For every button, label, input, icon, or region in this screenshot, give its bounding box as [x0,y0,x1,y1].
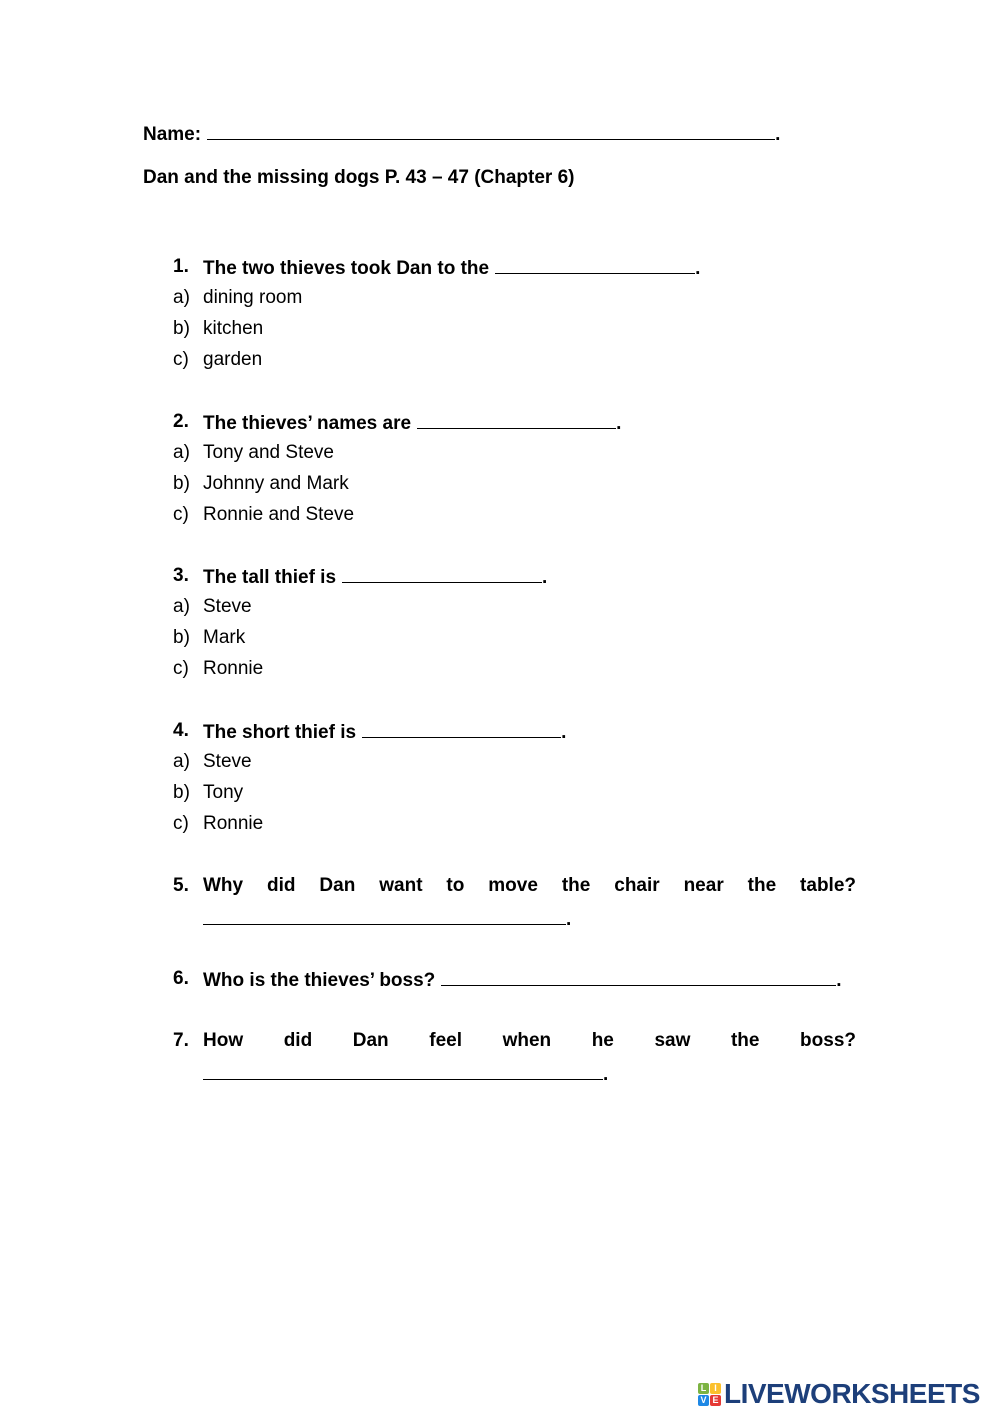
answer-blank[interactable] [342,564,542,583]
answer-option[interactable] [0,317,1000,341]
option-letter: b) [173,318,190,339]
question-text: Why did Dan want to move the chair near the table? [203,875,856,896]
question-number: 6. [173,968,189,989]
answer-blank[interactable] [441,967,836,986]
name-label: Name: [143,124,202,145]
answer-option[interactable] [0,812,1000,836]
answer-option[interactable] [0,286,1000,310]
period: . [695,258,701,279]
logo-tile: I [710,1383,721,1394]
answer-blank[interactable] [203,906,566,925]
answer-blank[interactable] [203,1061,603,1080]
question-text: The thieves’ names are [203,413,412,434]
period: . [603,1064,609,1085]
logo-text: LIVEWORKSHEETS [724,1378,980,1409]
question-number: 7. [173,1030,189,1051]
option-text: Ronnie [203,813,264,834]
logo-tile: E [710,1395,721,1406]
option-text: dining room [203,287,303,308]
answer-blank[interactable] [495,255,695,274]
option-text: Johnny and Mark [203,473,349,494]
option-text: Ronnie and Steve [203,504,355,525]
question-number: 3. [173,565,189,586]
option-text: Tony [203,782,244,803]
option-text: kitchen [203,318,264,339]
logo-tile: L [698,1383,709,1394]
option-letter: a) [173,596,190,617]
question-number: 4. [173,720,189,741]
answer-option[interactable] [0,348,1000,372]
option-text: Tony and Steve [203,442,334,463]
answer-option[interactable] [0,781,1000,805]
period: . [836,970,842,991]
option-text: Steve [203,751,252,772]
name-input[interactable] [207,121,775,140]
answer-blank[interactable] [417,410,616,429]
question-number: 1. [173,256,189,277]
logo-tiles-icon [698,1383,721,1406]
option-letter: b) [173,627,190,648]
question-text: The tall thief is [203,567,337,588]
option-text: Mark [203,627,246,648]
question-number: 5. [173,875,189,896]
option-letter: b) [173,473,190,494]
answer-blank[interactable] [362,719,561,738]
period: . [542,567,548,588]
answer-option[interactable] [0,595,1000,619]
option-letter: c) [173,813,189,834]
option-letter: a) [173,442,190,463]
question-text: The two thieves took Dan to the [203,258,490,279]
answer-option[interactable] [0,503,1000,527]
answer-option[interactable] [0,626,1000,650]
option-letter: a) [173,751,190,772]
option-text: garden [203,349,263,370]
period: . [566,909,572,930]
name-row [143,121,780,145]
option-text: Ronnie [203,658,264,679]
worksheet-title: Dan and the missing dogs P. 43 – 47 (Chapter 6) [143,167,575,188]
period: . [775,124,781,145]
answer-option[interactable] [0,657,1000,681]
period: . [616,413,622,434]
period: . [561,722,567,743]
logo-tile: V [698,1395,709,1406]
option-letter: a) [173,287,190,308]
question-text: How did Dan feel when he saw the boss? [203,1030,856,1051]
question-text: The short thief is [203,722,357,743]
liveworksheets-logo [698,1378,980,1410]
question-text: Who is the thieves’ boss? [203,970,436,991]
option-text: Steve [203,596,252,617]
answer-option[interactable] [0,472,1000,496]
option-letter: c) [173,349,189,370]
answer-option[interactable] [0,750,1000,774]
option-letter: c) [173,658,189,679]
question-number: 2. [173,411,189,432]
option-letter: c) [173,504,189,525]
option-letter: b) [173,782,190,803]
answer-option[interactable] [0,441,1000,465]
